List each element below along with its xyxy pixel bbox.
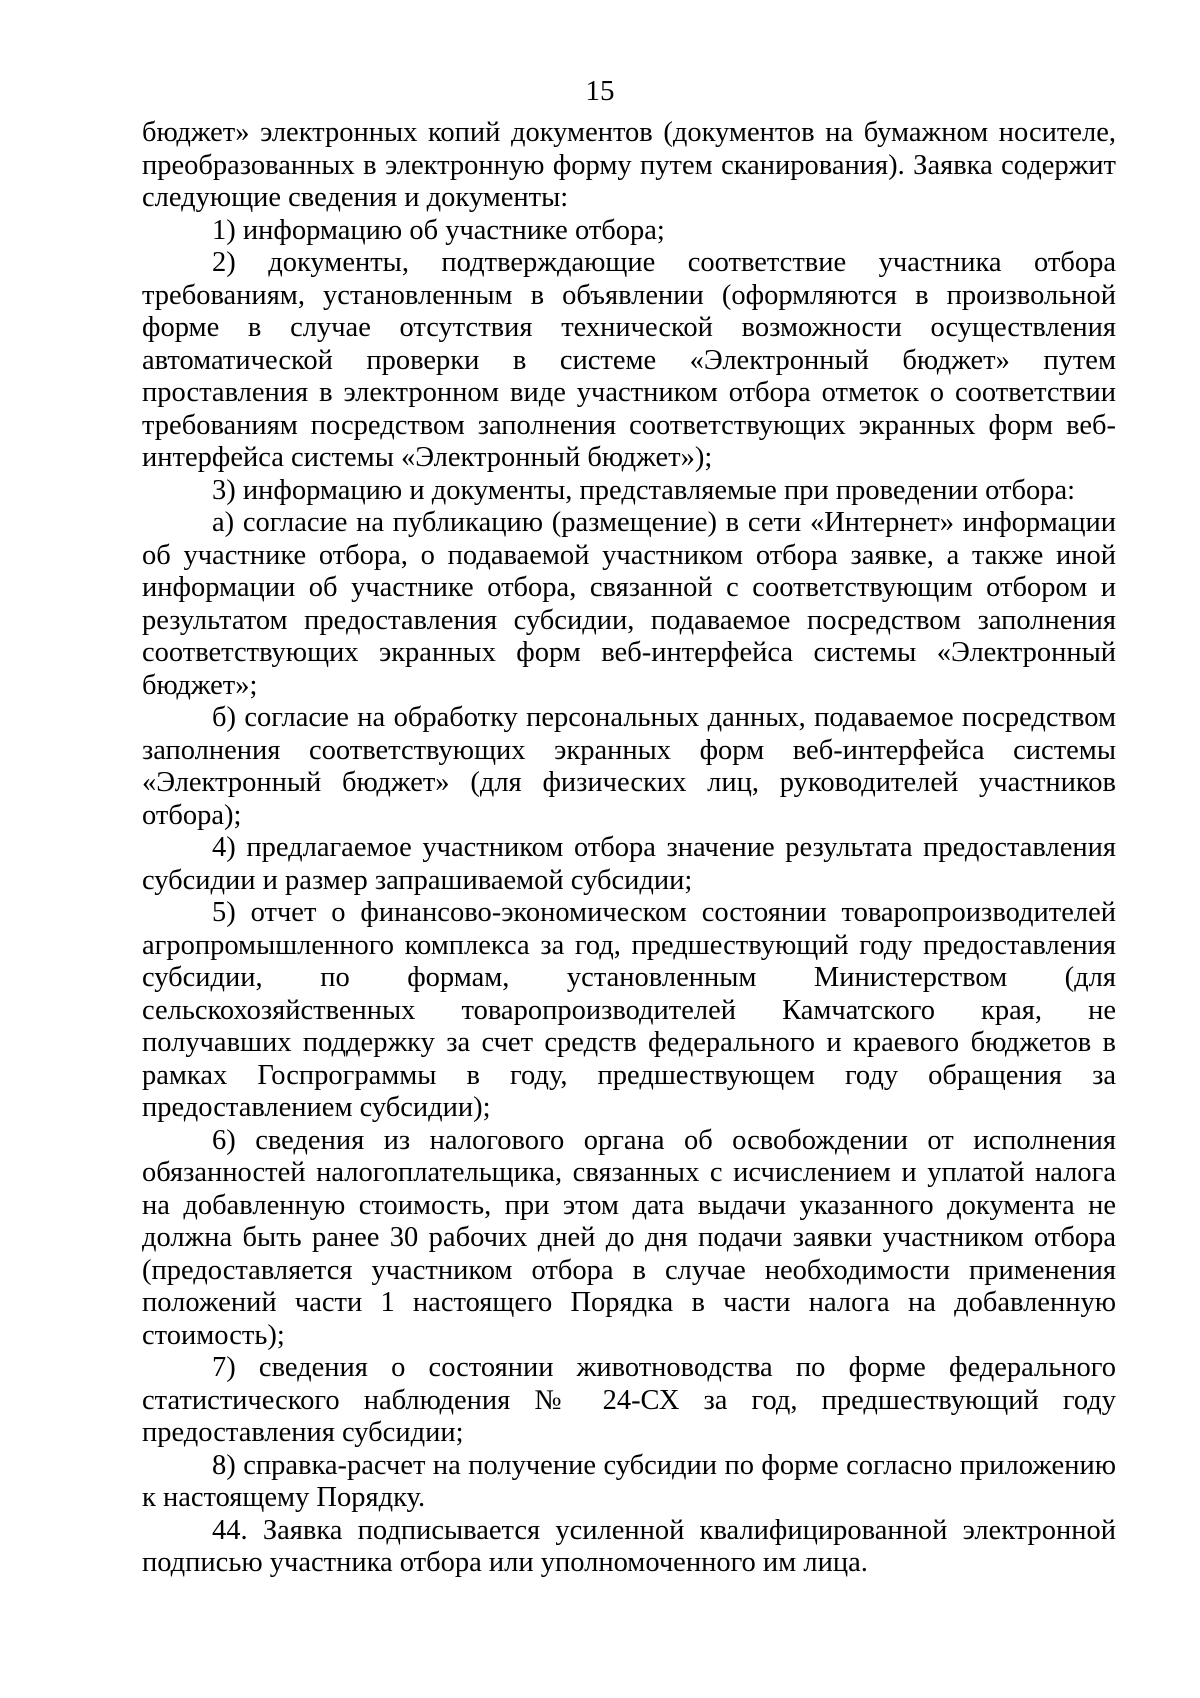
paragraph-item-7: 7) сведения о состоянии животноводства по форме федерального статистического наблюдения № 24-СХ за год, предшествующий году предоставления субсидии; — [142, 1352, 1116, 1448]
paragraph-item-3: 3) информацию и документы, представляемые при проведении отбора: — [212, 474, 1076, 506]
paragraph-item-4: 4) предлагаемое участником отбора значение результата предоставления субсидии и размер запрашиваемой субсидии; — [142, 832, 1116, 896]
paragraph-item-2: 2) документы, подтверждающие соответствие участника отбора требованиям, установленным в объявлении (оформляются в произвольной форме в случае отсутствия технической возможности осуществления автоматической проверки в системе «Электронный бюджет» путем проставления в электронном виде участником отбора отметок о соответствии требованиям посредством заполнения соответствующих экранных форм веб-интерфейса системы «Электронный бюджет»); — [142, 247, 1116, 473]
page-number: 15 — [585, 75, 615, 107]
paragraph-item-1: 1) информацию об участнике отбора; — [212, 214, 665, 246]
paragraph-item-5: 5) отчет о финансово-экономическом состоянии товаропроизводителей агропромышленного комплекса за год, предшествующий году предоставления субсидии, по формам, установленным Министерством (для сельскохозяйственных товаропроизводителей Камчатского края, не получавших поддержку за счет средств федерального и краевого бюджетов в рамках Госпрограммы в году, предшествующем году обращения за предоставлением субсидии); — [142, 897, 1116, 1123]
paragraph-item-8: 8) справка-расчет на получение субсидии по форме согласно приложению к настоящему Порядку. — [142, 1449, 1116, 1513]
paragraph-item-3b: б) согласие на обработку персональных данных, подаваемое посредством заполнения соответствующих экранных форм веб-интерфейса системы «Электронный бюджет» (для физических лиц, руководителей участников отбора); — [142, 702, 1116, 831]
paragraph-section-44: 44. Заявка подписывается усиленной квалифицированной электронной подписью участника отбора или уполномоченного им лица. — [142, 1514, 1116, 1578]
paragraph-item-6: 6) сведения из налогового органа об освобождении от исполнения обязанностей налогоплательщика, связанных с исчислением и уплатой налога на добавленную стоимость, при этом дата выдачи указанного документа не должна быть ранее 30 рабочих дней до дня подачи заявки участником отбора (предоставляется участником отбора в случае необходимости применения положений части 1 настоящего Порядка в части налога на добавленную стоимость); — [142, 1124, 1116, 1351]
document-body — [142, 117, 1116, 1580]
paragraph-continuation: бюджет» электронных копий документов (документов на бумажном носителе, преобразованных в электронную форму путем сканирования). Заявка содержит следующие сведения и документы: — [142, 117, 1116, 213]
paragraph-item-3a: а) согласие на публикацию (размещение) в сети «Интернет» информации об участнике отбора, о подаваемой участником отбора заявке, а также иной информации об участнике отбора, связанной с соответствующим отбором и результатом предоставления субсидии, подаваемое посредством заполнения соответствующих экранных форм веб-интерфейса системы «Электронный бюджет»; — [142, 507, 1116, 701]
